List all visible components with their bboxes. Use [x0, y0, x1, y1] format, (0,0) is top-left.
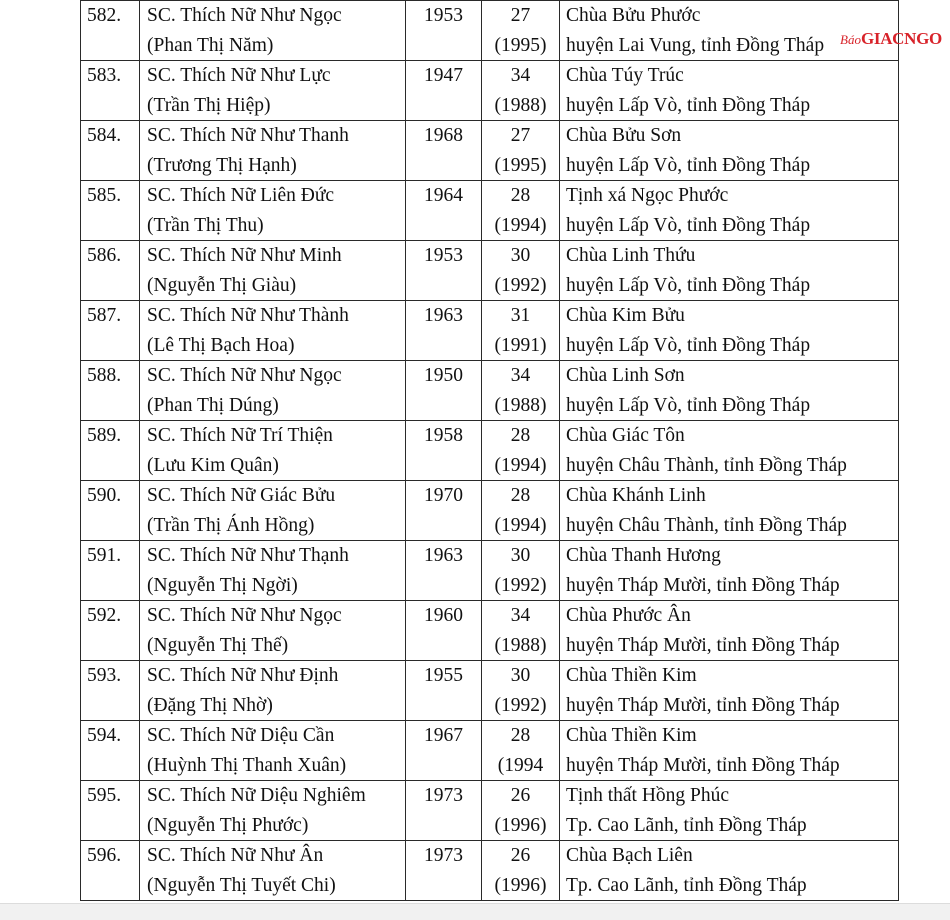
location-text: huyện Châu Thành, tỉnh Đồng Tháp	[566, 514, 847, 536]
ordination-year-text: (1988)	[494, 634, 547, 656]
no-text: 583.	[87, 65, 122, 86]
no-text: 584.	[87, 125, 122, 146]
no-text: 582.	[87, 5, 122, 26]
lay-name-text: (Trần Thị Hiệp)	[147, 94, 271, 116]
table-row	[81, 61, 899, 121]
address-cell	[560, 601, 899, 661]
location-text: huyện Tháp Mười, tỉnh Đồng Tháp	[566, 634, 840, 656]
name-cell	[140, 421, 406, 481]
lay-name-text: (Lưu Kim Quân)	[147, 454, 279, 476]
birth-year-cell	[406, 361, 482, 421]
ordination-year-text: (1992)	[494, 274, 547, 296]
ordination-year-text: (1996)	[494, 814, 547, 836]
birth-year-cell	[406, 481, 482, 541]
name-text: SC. Thích Nữ Như Ngọc	[147, 5, 342, 26]
temple-text: Chùa Bửu Sơn	[566, 125, 682, 146]
lay-name-text: (Nguyễn Thị Thế)	[147, 634, 289, 656]
age-cell	[482, 721, 560, 781]
name-cell	[140, 661, 406, 721]
age-text: 34	[510, 65, 531, 86]
birth-year-text: 1973	[424, 785, 463, 806]
ordination-year-text: (1988)	[494, 394, 547, 416]
birth-year-text: 1967	[424, 725, 463, 746]
birth-year-cell	[406, 181, 482, 241]
ordination-year-text: (1996)	[494, 874, 547, 896]
name-cell	[140, 1, 406, 61]
age-cell	[482, 481, 560, 541]
age-text: 28	[510, 425, 531, 446]
table-row	[81, 481, 899, 541]
age-cell	[482, 1, 560, 61]
name-cell	[140, 241, 406, 301]
temple-text: Chùa Khánh Linh	[566, 485, 706, 506]
no-text: 595.	[87, 785, 122, 806]
location-text: Tp. Cao Lãnh, tỉnh Đồng Tháp	[566, 874, 807, 896]
address-cell	[560, 661, 899, 721]
age-cell	[482, 781, 560, 841]
name-cell	[140, 481, 406, 541]
age-text: 27	[510, 5, 531, 26]
table-row	[81, 661, 899, 721]
ordination-year-text: (1995)	[494, 154, 547, 176]
no-text: 586.	[87, 245, 122, 266]
birth-year-cell	[406, 541, 482, 601]
table-row	[81, 1, 899, 61]
age-cell	[482, 661, 560, 721]
location-text: huyện Lấp Vò, tỉnh Đồng Tháp	[566, 274, 811, 296]
temple-text: Chùa Bạch Liên	[566, 845, 693, 866]
name-text: SC. Thích Nữ Giác Bửu	[147, 485, 336, 506]
lay-name-text: (Trần Thị Ánh Hồng)	[147, 514, 315, 536]
row-number-cell	[81, 601, 140, 661]
address-cell	[560, 361, 899, 421]
row-number-cell	[81, 841, 140, 901]
lay-name-text: (Nguyễn Thị Tuyết Chi)	[147, 874, 336, 896]
row-number-cell	[81, 121, 140, 181]
birth-year-cell	[406, 301, 482, 361]
age-cell	[482, 421, 560, 481]
address-cell	[560, 181, 899, 241]
address-cell	[560, 301, 899, 361]
age-text: 31	[510, 305, 531, 326]
row-number-cell	[81, 421, 140, 481]
lay-name-text: (Nguyễn Thị Phước)	[147, 814, 309, 836]
location-text: huyện Tháp Mười, tỉnh Đồng Tháp	[566, 694, 840, 716]
birth-year-cell	[406, 721, 482, 781]
ordination-year-text: (1991)	[494, 334, 547, 356]
age-cell	[482, 241, 560, 301]
no-text: 588.	[87, 365, 122, 386]
address-cell	[560, 241, 899, 301]
birth-year-text: 1964	[424, 185, 463, 206]
bottom-scrollbar-strip	[0, 903, 950, 920]
birth-year-text: 1963	[424, 545, 463, 566]
row-number-cell	[81, 61, 140, 121]
lay-name-text: (Huỳnh Thị Thanh Xuân)	[147, 754, 347, 776]
name-cell	[140, 601, 406, 661]
table-body	[81, 1, 899, 901]
name-text: SC. Thích Nữ Như Lực	[147, 65, 331, 86]
name-text: SC. Thích Nữ Như Ngọc	[147, 365, 342, 386]
table-row	[81, 121, 899, 181]
row-number-cell	[81, 781, 140, 841]
ordination-year-text: (1988)	[494, 94, 547, 116]
table-row	[81, 361, 899, 421]
location-text: huyện Lấp Vò, tỉnh Đồng Tháp	[566, 154, 811, 176]
lay-name-text: (Phan Thị Năm)	[147, 34, 274, 56]
no-text: 592.	[87, 605, 122, 626]
name-text: SC. Thích Nữ Như Minh	[147, 245, 342, 266]
birth-year-cell	[406, 661, 482, 721]
age-cell	[482, 601, 560, 661]
ordination-year-text: (1992)	[494, 574, 547, 596]
temple-text: Chùa Phước Ân	[566, 605, 691, 626]
name-text: SC. Thích Nữ Như Thạnh	[147, 545, 349, 566]
age-text: 30	[510, 665, 531, 686]
location-text: huyện Lấp Vò, tỉnh Đồng Tháp	[566, 334, 811, 356]
name-cell	[140, 721, 406, 781]
address-cell	[560, 121, 899, 181]
temple-text: Chùa Kim Bửu	[566, 305, 685, 326]
table-row	[81, 721, 899, 781]
birth-year-text: 1968	[424, 125, 463, 146]
name-text: SC. Thích Nữ Như Thành	[147, 305, 349, 326]
age-text: 30	[510, 545, 531, 566]
ordination-year-text: (1994	[497, 754, 544, 776]
table-row	[81, 421, 899, 481]
lay-name-text: (Lê Thị Bạch Hoa)	[147, 334, 295, 356]
address-cell	[560, 781, 899, 841]
name-cell	[140, 361, 406, 421]
temple-text: Chùa Thanh Hương	[566, 545, 721, 566]
birth-year-text: 1958	[424, 425, 463, 446]
row-number-cell	[81, 241, 140, 301]
no-text: 593.	[87, 665, 122, 686]
birth-year-text: 1973	[424, 845, 463, 866]
age-text: 34	[510, 365, 531, 386]
lay-name-text: (Phan Thị Dúng)	[147, 394, 279, 416]
age-text: 27	[510, 125, 531, 146]
temple-text: Chùa Túy Trúc	[566, 65, 684, 86]
age-text: 28	[510, 185, 531, 206]
temple-text: Chùa Thiền Kim	[566, 665, 697, 686]
age-text: 30	[510, 245, 531, 266]
temple-text: Chùa Linh Sơn	[566, 365, 685, 386]
table-row	[81, 181, 899, 241]
age-text: 28	[510, 485, 531, 506]
birth-year-cell	[406, 241, 482, 301]
address-cell	[560, 481, 899, 541]
temple-text: Chùa Linh Thứu	[566, 245, 696, 266]
table-row	[81, 601, 899, 661]
no-text: 590.	[87, 485, 122, 506]
birth-year-text: 1953	[424, 245, 463, 266]
name-cell	[140, 61, 406, 121]
name-text: SC. Thích Nữ Diệu Cần	[147, 725, 335, 746]
birth-year-cell	[406, 601, 482, 661]
age-cell	[482, 361, 560, 421]
name-cell	[140, 121, 406, 181]
location-text: huyện Lấp Vò, tỉnh Đồng Tháp	[566, 94, 811, 116]
birth-year-text: 1953	[424, 5, 463, 26]
birth-year-text: 1955	[424, 665, 463, 686]
location-text: huyện Lấp Vò, tỉnh Đồng Tháp	[566, 214, 811, 236]
row-number-cell	[81, 361, 140, 421]
birth-year-text: 1963	[424, 305, 463, 326]
age-cell	[482, 61, 560, 121]
age-cell	[482, 301, 560, 361]
birth-year-text: 1947	[424, 65, 463, 86]
name-text: SC. Thích Nữ Diệu Nghiêm	[147, 785, 366, 806]
birth-year-cell	[406, 121, 482, 181]
lay-name-text: (Nguyễn Thị Giàu)	[147, 274, 297, 296]
no-text: 596.	[87, 845, 122, 866]
no-text: 587.	[87, 305, 122, 326]
age-text: 26	[510, 785, 531, 806]
address-cell	[560, 721, 899, 781]
location-text: Tp. Cao Lãnh, tỉnh Đồng Tháp	[566, 814, 807, 836]
location-text: huyện Tháp Mười, tỉnh Đồng Tháp	[566, 574, 840, 596]
name-cell	[140, 541, 406, 601]
no-text: 589.	[87, 425, 122, 446]
row-number-cell	[81, 181, 140, 241]
address-cell	[560, 841, 899, 901]
age-text: 28	[510, 725, 531, 746]
row-number-cell	[81, 481, 140, 541]
lay-name-text: (Trương Thị Hạnh)	[147, 154, 297, 176]
temple-text: Tịnh thất Hồng Phúc	[566, 785, 730, 806]
table-row	[81, 841, 899, 901]
name-text: SC. Thích Nữ Trí Thiện	[147, 425, 333, 446]
birth-year-text: 1960	[424, 605, 463, 626]
lay-name-text: (Trần Thị Thu)	[147, 214, 264, 236]
table-row	[81, 541, 899, 601]
row-number-cell	[81, 721, 140, 781]
table-row	[81, 781, 899, 841]
giac-ngo-logo	[840, 30, 942, 48]
birth-year-cell	[406, 781, 482, 841]
nun-list-table	[80, 0, 899, 901]
name-text: SC. Thích Nữ Như Ân	[147, 845, 324, 866]
name-cell	[140, 841, 406, 901]
name-cell	[140, 181, 406, 241]
age-cell	[482, 841, 560, 901]
birth-year-cell	[406, 61, 482, 121]
name-text: SC. Thích Nữ Như Định	[147, 665, 339, 686]
ordination-year-text: (1994)	[494, 514, 547, 536]
birth-year-text: 1970	[424, 485, 463, 506]
address-cell	[560, 61, 899, 121]
lay-name-text: (Nguyễn Thị Ngời)	[147, 574, 298, 596]
ordination-year-text: (1995)	[494, 34, 547, 56]
no-text: 594.	[87, 725, 122, 746]
location-text: huyện Lấp Vò, tỉnh Đồng Tháp	[566, 394, 811, 416]
birth-year-cell	[406, 421, 482, 481]
logo-name: GIACNGO	[860, 29, 942, 48]
birth-year-cell	[406, 1, 482, 61]
location-text: huyện Châu Thành, tỉnh Đồng Tháp	[566, 454, 847, 476]
location-text: huyện Tháp Mười, tỉnh Đồng Tháp	[566, 754, 840, 776]
location-text: huyện Lai Vung, tỉnh Đồng Tháp	[566, 34, 825, 56]
row-number-cell	[81, 301, 140, 361]
row-number-cell	[81, 1, 140, 61]
address-cell	[560, 541, 899, 601]
age-text: 26	[510, 845, 531, 866]
address-cell	[560, 421, 899, 481]
name-text: SC. Thích Nữ Như Thanh	[147, 125, 349, 146]
row-number-cell	[81, 661, 140, 721]
age-cell	[482, 121, 560, 181]
ordination-year-text: (1992)	[494, 694, 547, 716]
table-row	[81, 301, 899, 361]
name-cell	[140, 781, 406, 841]
ordination-year-text: (1994)	[494, 454, 547, 476]
birth-year-cell	[406, 841, 482, 901]
birth-year-text: 1950	[424, 365, 463, 386]
age-cell	[482, 541, 560, 601]
logo-prefix: Báo	[840, 32, 861, 47]
temple-text: Chùa Giác Tôn	[566, 425, 685, 446]
no-text: 591.	[87, 545, 122, 566]
name-cell	[140, 301, 406, 361]
table-row	[81, 241, 899, 301]
age-text: 34	[510, 605, 531, 626]
temple-text: Tịnh xá Ngọc Phước	[566, 185, 729, 206]
temple-text: Chùa Thiền Kim	[566, 725, 697, 746]
ordination-year-text: (1994)	[494, 214, 547, 236]
name-text: SC. Thích Nữ Liên Đức	[147, 185, 335, 206]
temple-text: Chùa Bửu Phước	[566, 5, 701, 26]
no-text: 585.	[87, 185, 122, 206]
lay-name-text: (Đặng Thị Nhờ)	[147, 694, 273, 716]
row-number-cell	[81, 541, 140, 601]
name-text: SC. Thích Nữ Như Ngọc	[147, 605, 342, 626]
age-cell	[482, 181, 560, 241]
